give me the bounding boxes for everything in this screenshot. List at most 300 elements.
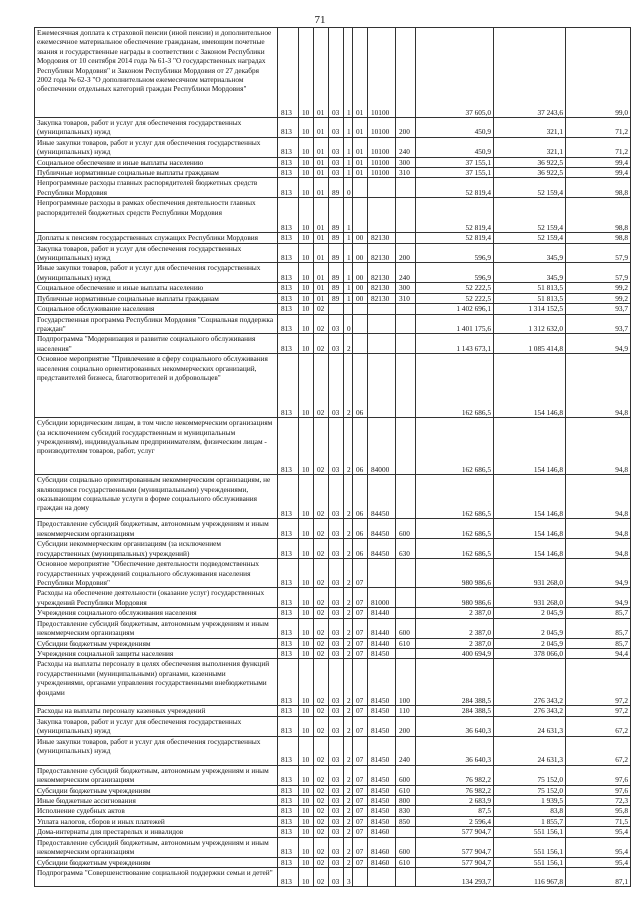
program-code: 89 — [329, 233, 344, 243]
activity-code: 06 — [353, 539, 368, 559]
program-code: 03 — [329, 857, 344, 867]
execution-percent: 57,9 — [566, 243, 631, 263]
execution-percent: 94,4 — [566, 648, 631, 658]
subsection-code: 02 — [314, 539, 329, 559]
expense-type-code — [396, 233, 416, 243]
subprogram-code: 2 — [344, 796, 353, 806]
actual-amount: 52 159,4 — [494, 233, 566, 243]
execution-percent: 72,3 — [566, 796, 631, 806]
dept-code: 813 — [278, 827, 299, 837]
program-code: 03 — [329, 588, 344, 608]
actual-amount: 75 152,0 — [494, 765, 566, 785]
table-row — [35, 559, 631, 588]
direction-code: 82130 — [368, 293, 396, 303]
subprogram-code: 1 — [344, 137, 353, 157]
expense-type-code — [396, 475, 416, 519]
subsection-code: 02 — [314, 648, 329, 658]
execution-percent: 97,6 — [566, 765, 631, 785]
subsection-code: 01 — [314, 293, 329, 303]
execution-percent: 71,2 — [566, 118, 631, 138]
subprogram-code: 2 — [344, 837, 353, 857]
expense-type-code — [396, 178, 416, 198]
expense-type-code — [396, 418, 416, 475]
table-row — [35, 263, 631, 283]
dept-code: 813 — [278, 559, 299, 588]
execution-percent: 94,9 — [566, 559, 631, 588]
expense-type-code: 610 — [396, 785, 416, 795]
actual-amount: 1 085 414,8 — [494, 334, 566, 354]
planned-amount: 2 387,0 — [416, 608, 494, 618]
subsection-code: 01 — [314, 118, 329, 138]
program-code: 03 — [329, 314, 344, 334]
row-name: Предоставление субсидий бюджетным, автономным учреждениям и иным некоммерческим организациям — [35, 765, 278, 785]
table-row — [35, 618, 631, 638]
dept-code: 813 — [278, 588, 299, 608]
subprogram-code: 2 — [344, 618, 353, 638]
direction-code: 84450 — [368, 475, 396, 519]
subprogram-code: 2 — [344, 588, 353, 608]
activity-code: 07 — [353, 857, 368, 867]
execution-percent: 99,0 — [566, 28, 631, 118]
program-code: 03 — [329, 618, 344, 638]
execution-percent: 98,8 — [566, 178, 631, 198]
expense-type-code: 830 — [396, 806, 416, 816]
program-code: 03 — [329, 157, 344, 167]
section-code: 10 — [299, 857, 314, 867]
execution-percent: 95,4 — [566, 837, 631, 857]
execution-percent: 95,4 — [566, 827, 631, 837]
planned-amount: 52 222,5 — [416, 283, 494, 293]
activity-code: 01 — [353, 137, 368, 157]
expense-type-code — [396, 868, 416, 887]
actual-amount: 321,1 — [494, 118, 566, 138]
dept-code: 813 — [278, 816, 299, 826]
actual-amount: 24 631,3 — [494, 716, 566, 736]
planned-amount: 400 694,9 — [416, 648, 494, 658]
table-row — [35, 816, 631, 826]
section-code: 10 — [299, 157, 314, 167]
subsection-code: 01 — [314, 28, 329, 118]
expense-type-code: 310 — [396, 168, 416, 178]
subprogram-code: 2 — [344, 716, 353, 736]
execution-percent: 87,1 — [566, 868, 631, 887]
subsection-code: 02 — [314, 618, 329, 638]
expense-type-code: 850 — [396, 816, 416, 826]
planned-amount: 2 683,9 — [416, 796, 494, 806]
program-code: 89 — [329, 243, 344, 263]
row-name: Публичные нормативные социальные выплаты гражданам — [35, 168, 278, 178]
subprogram-code: 1 — [344, 168, 353, 178]
dept-code: 813 — [278, 314, 299, 334]
activity-code: 07 — [353, 736, 368, 765]
dept-code: 813 — [278, 233, 299, 243]
activity-code: 06 — [353, 475, 368, 519]
program-code: 03 — [329, 716, 344, 736]
subsection-code: 02 — [314, 796, 329, 806]
planned-amount: 36 640,3 — [416, 716, 494, 736]
table-row — [35, 293, 631, 303]
program-code: 03 — [329, 539, 344, 559]
dept-code: 813 — [278, 475, 299, 519]
program-code: 03 — [329, 475, 344, 519]
subprogram-code: 1 — [344, 293, 353, 303]
program-code: 03 — [329, 806, 344, 816]
program-code: 89 — [329, 178, 344, 198]
subprogram-code: 2 — [344, 519, 353, 539]
activity-code: 07 — [353, 716, 368, 736]
table-row — [35, 765, 631, 785]
dept-code: 813 — [278, 28, 299, 118]
program-code: 03 — [329, 816, 344, 826]
subsection-code: 01 — [314, 243, 329, 263]
expense-type-code: 600 — [396, 837, 416, 857]
dept-code: 813 — [278, 137, 299, 157]
direction-code: 84000 — [368, 418, 396, 475]
program-code: 03 — [329, 118, 344, 138]
dept-code: 813 — [278, 765, 299, 785]
subsection-code: 02 — [314, 475, 329, 519]
expense-type-code: 600 — [396, 618, 416, 638]
actual-amount: 154 146,8 — [494, 475, 566, 519]
execution-percent: 94,9 — [566, 588, 631, 608]
section-code: 10 — [299, 648, 314, 658]
section-code: 10 — [299, 293, 314, 303]
page-number: 71 — [314, 14, 326, 26]
row-name: Субсидии социально ориентированным некоммерческим организациям, не являющимся государственными (муниципальными) учреждениями, оказывающим социальные услуги в форме социального обслуживания граждан на дому — [35, 475, 278, 519]
section-code: 10 — [299, 283, 314, 293]
actual-amount: 378 066,0 — [494, 648, 566, 658]
direction-code — [368, 868, 396, 887]
execution-percent: 99,4 — [566, 157, 631, 167]
dept-code: 813 — [278, 785, 299, 795]
direction-code: 82130 — [368, 283, 396, 293]
expense-type-code — [396, 304, 416, 314]
table-row — [35, 137, 631, 157]
actual-amount: 83,8 — [494, 806, 566, 816]
section-code: 10 — [299, 233, 314, 243]
row-name: Учреждения социального обслуживания населения — [35, 608, 278, 618]
subsection-code: 01 — [314, 283, 329, 293]
row-name: Иные закупки товаров, работ и услуг для обеспечения государственных (муниципальных) нужд — [35, 263, 278, 283]
execution-percent: 99,2 — [566, 293, 631, 303]
activity-code: 07 — [353, 765, 368, 785]
execution-percent: 98,8 — [566, 233, 631, 243]
dept-code: 813 — [278, 648, 299, 658]
direction-code: 81460 — [368, 837, 396, 857]
direction-code: 81450 — [368, 785, 396, 795]
actual-amount: 52 159,4 — [494, 178, 566, 198]
actual-amount: 37 243,6 — [494, 28, 566, 118]
table-row — [35, 118, 631, 138]
section-code: 10 — [299, 314, 314, 334]
expense-type-code — [396, 28, 416, 118]
section-code: 10 — [299, 334, 314, 354]
subsection-code: 01 — [314, 263, 329, 283]
section-code: 10 — [299, 796, 314, 806]
dept-code: 813 — [278, 304, 299, 314]
program-code: 03 — [329, 706, 344, 716]
actual-amount: 321,1 — [494, 137, 566, 157]
subprogram-code: 2 — [344, 857, 353, 867]
execution-percent: 98,8 — [566, 198, 631, 233]
table-row — [35, 168, 631, 178]
subprogram-code: 2 — [344, 608, 353, 618]
actual-amount: 24 631,3 — [494, 736, 566, 765]
subprogram-code — [344, 304, 353, 314]
actual-amount: 36 922,5 — [494, 168, 566, 178]
planned-amount: 36 640,3 — [416, 736, 494, 765]
table-row — [35, 283, 631, 293]
planned-amount: 162 686,5 — [416, 418, 494, 475]
subsection-code: 01 — [314, 178, 329, 198]
row-name: Государственная программа Республики Мордовия "Социальная поддержка граждан" — [35, 314, 278, 334]
direction-code: 81460 — [368, 857, 396, 867]
row-name: Расходы на обеспечение деятельности (оказание услуг) государственных учреждений Республики Мордовия — [35, 588, 278, 608]
section-code: 10 — [299, 178, 314, 198]
activity-code: 06 — [353, 418, 368, 475]
dept-code: 813 — [278, 806, 299, 816]
actual-amount: 154 146,8 — [494, 418, 566, 475]
planned-amount: 37 605,0 — [416, 28, 494, 118]
table-row — [35, 178, 631, 198]
section-code: 10 — [299, 137, 314, 157]
expense-type-code: 200 — [396, 243, 416, 263]
dept-code: 813 — [278, 857, 299, 867]
actual-amount: 276 343,2 — [494, 659, 566, 706]
subsection-code: 02 — [314, 816, 329, 826]
program-code: 03 — [329, 648, 344, 658]
program-code: 03 — [329, 827, 344, 837]
planned-amount: 76 982,2 — [416, 785, 494, 795]
program-code: 03 — [329, 765, 344, 785]
planned-amount: 596,9 — [416, 263, 494, 283]
direction-code — [368, 314, 396, 334]
activity-code: 00 — [353, 283, 368, 293]
subsection-code: 02 — [314, 785, 329, 795]
subsection-code: 02 — [314, 354, 329, 418]
table-row — [35, 233, 631, 243]
subsection-code: 02 — [314, 559, 329, 588]
section-code: 10 — [299, 816, 314, 826]
actual-amount: 2 045,9 — [494, 618, 566, 638]
planned-amount: 52 819,4 — [416, 198, 494, 233]
direction-code: 81440 — [368, 608, 396, 618]
subsection-code: 01 — [314, 137, 329, 157]
execution-percent: 95,4 — [566, 857, 631, 867]
dept-code: 813 — [278, 198, 299, 233]
execution-percent: 67,2 — [566, 716, 631, 736]
activity-code — [353, 198, 368, 233]
expense-type-code — [396, 314, 416, 334]
section-code: 10 — [299, 354, 314, 418]
expense-type-code — [396, 559, 416, 588]
row-name: Расходы на выплаты персоналу в целях обеспечения выполнения функций государственными (муниципальными) органами, казенными учреждениями, органами управления государственными внебюджетными фондами — [35, 659, 278, 706]
execution-percent: 85,7 — [566, 608, 631, 618]
row-name: Субсидии бюджетным учреждениям — [35, 638, 278, 648]
direction-code — [368, 198, 396, 233]
subsection-code: 02 — [314, 519, 329, 539]
table-row — [35, 827, 631, 837]
planned-amount: 162 686,5 — [416, 475, 494, 519]
planned-amount: 1 143 673,1 — [416, 334, 494, 354]
planned-amount: 284 388,5 — [416, 706, 494, 716]
planned-amount: 2 387,0 — [416, 618, 494, 638]
program-code: 03 — [329, 837, 344, 857]
expense-type-code: 600 — [396, 765, 416, 785]
expense-type-code: 110 — [396, 706, 416, 716]
expense-type-code: 300 — [396, 283, 416, 293]
subprogram-code: 1 — [344, 263, 353, 283]
direction-code: 10100 — [368, 168, 396, 178]
table-row — [35, 736, 631, 765]
direction-code — [368, 304, 396, 314]
planned-amount: 980 986,6 — [416, 559, 494, 588]
section-code: 10 — [299, 806, 314, 816]
subsection-code: 02 — [314, 806, 329, 816]
subsection-code: 01 — [314, 198, 329, 233]
section-code: 10 — [299, 539, 314, 559]
direction-code: 81450 — [368, 806, 396, 816]
actual-amount: 551 156,1 — [494, 857, 566, 867]
planned-amount: 1 402 696,1 — [416, 304, 494, 314]
activity-code: 07 — [353, 638, 368, 648]
section-code: 10 — [299, 243, 314, 263]
direction-code — [368, 334, 396, 354]
subprogram-code: 2 — [344, 648, 353, 658]
subprogram-code: 1 — [344, 198, 353, 233]
expense-type-code: 630 — [396, 539, 416, 559]
subprogram-code: 1 — [344, 28, 353, 118]
execution-percent: 94,8 — [566, 475, 631, 519]
row-name: Закупка товаров, работ и услуг для обеспечения государственных (муниципальных) нужд — [35, 243, 278, 263]
section-code: 10 — [299, 304, 314, 314]
dept-code: 813 — [278, 334, 299, 354]
row-name: Уплата налогов, сборов и иных платежей — [35, 816, 278, 826]
program-code: 03 — [329, 868, 344, 887]
activity-code — [353, 868, 368, 887]
execution-percent: 95,8 — [566, 806, 631, 816]
activity-code — [353, 334, 368, 354]
dept-code: 813 — [278, 354, 299, 418]
section-code: 10 — [299, 118, 314, 138]
activity-code: 07 — [353, 827, 368, 837]
activity-code: 07 — [353, 796, 368, 806]
dept-code: 813 — [278, 283, 299, 293]
section-code: 10 — [299, 559, 314, 588]
planned-amount: 577 904,7 — [416, 827, 494, 837]
program-code: 03 — [329, 638, 344, 648]
execution-percent: 97,2 — [566, 706, 631, 716]
program-code: 03 — [329, 28, 344, 118]
planned-amount: 76 982,2 — [416, 765, 494, 785]
subprogram-code: 1 — [344, 233, 353, 243]
subsection-code: 02 — [314, 837, 329, 857]
actual-amount: 52 159,4 — [494, 198, 566, 233]
expense-type-code: 600 — [396, 519, 416, 539]
direction-code: 81460 — [368, 827, 396, 837]
expense-type-code: 610 — [396, 857, 416, 867]
subprogram-code: 1 — [344, 243, 353, 263]
subprogram-code: 1 — [344, 157, 353, 167]
dept-code: 813 — [278, 293, 299, 303]
subsection-code: 02 — [314, 706, 329, 716]
direction-code — [368, 559, 396, 588]
dept-code: 813 — [278, 178, 299, 198]
execution-percent: 97,2 — [566, 659, 631, 706]
actual-amount: 551 156,1 — [494, 837, 566, 857]
dept-code: 813 — [278, 659, 299, 706]
table-row — [35, 868, 631, 887]
activity-code: 00 — [353, 263, 368, 283]
subsection-code: 02 — [314, 608, 329, 618]
dept-code: 813 — [278, 716, 299, 736]
section-code: 10 — [299, 263, 314, 283]
subsection-code: 02 — [314, 857, 329, 867]
table-row — [35, 659, 631, 706]
actual-amount: 345,9 — [494, 263, 566, 283]
actual-amount: 276 343,2 — [494, 706, 566, 716]
dept-code: 813 — [278, 638, 299, 648]
execution-percent: 85,7 — [566, 618, 631, 638]
planned-amount: 980 986,6 — [416, 588, 494, 608]
activity-code: 07 — [353, 608, 368, 618]
section-code: 10 — [299, 475, 314, 519]
section-code: 10 — [299, 765, 314, 785]
planned-amount: 162 686,5 — [416, 519, 494, 539]
subsection-code: 02 — [314, 638, 329, 648]
section-code: 10 — [299, 638, 314, 648]
table-row — [35, 806, 631, 816]
subsection-code: 01 — [314, 233, 329, 243]
table-row — [35, 304, 631, 314]
row-name: Основное мероприятие "Обеспечение деятельности подведомственных государственных учреждений социального обслуживания населения Республики Мордовия" — [35, 559, 278, 588]
direction-code: 81450 — [368, 659, 396, 706]
execution-percent: 85,7 — [566, 638, 631, 648]
activity-code: 01 — [353, 118, 368, 138]
dept-code: 813 — [278, 796, 299, 806]
section-code: 10 — [299, 785, 314, 795]
table-row — [35, 243, 631, 263]
direction-code: 82130 — [368, 243, 396, 263]
expense-type-code: 240 — [396, 263, 416, 283]
expense-type-code: 610 — [396, 638, 416, 648]
program-code: 03 — [329, 608, 344, 618]
direction-code: 81440 — [368, 638, 396, 648]
execution-percent: 97,6 — [566, 785, 631, 795]
row-name: Закупка товаров, работ и услуг для обеспечения государственных (муниципальных) нужд — [35, 118, 278, 138]
program-code: 89 — [329, 198, 344, 233]
direction-code: 82130 — [368, 233, 396, 243]
subprogram-code: 3 — [344, 868, 353, 887]
dept-code: 813 — [278, 868, 299, 887]
row-name: Исполнение судебных актов — [35, 806, 278, 816]
expense-type-code — [396, 334, 416, 354]
actual-amount: 1 312 632,0 — [494, 314, 566, 334]
dept-code: 813 — [278, 418, 299, 475]
execution-percent: 93,7 — [566, 304, 631, 314]
table-row — [35, 539, 631, 559]
row-name: Доплаты к пенсиям государственных служащих Республики Мордовия — [35, 233, 278, 243]
execution-percent: 99,4 — [566, 168, 631, 178]
expense-type-code: 300 — [396, 157, 416, 167]
expense-type-code — [396, 354, 416, 418]
planned-amount: 596,9 — [416, 243, 494, 263]
planned-amount: 577 904,7 — [416, 857, 494, 867]
dept-code: 813 — [278, 608, 299, 618]
section-code: 10 — [299, 519, 314, 539]
section-code: 10 — [299, 588, 314, 608]
section-code: 10 — [299, 716, 314, 736]
